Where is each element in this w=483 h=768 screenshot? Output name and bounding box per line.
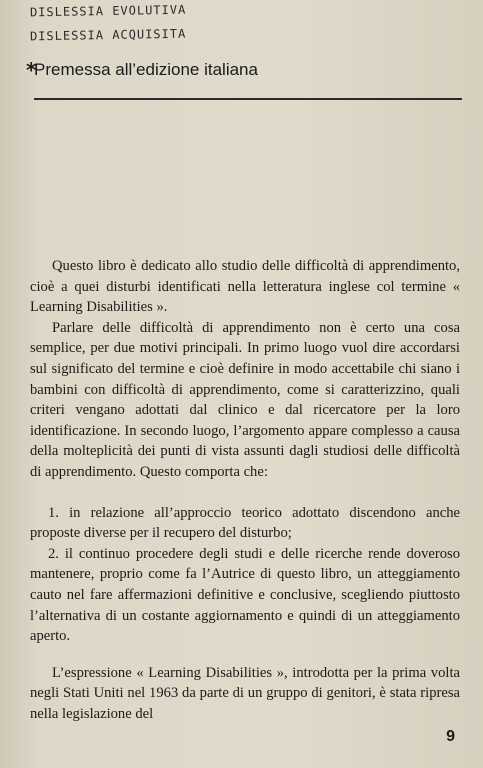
handwritten-note-1: DISLESSIA EVOLUTIVA <box>29 2 187 20</box>
page-title: Premessa all’edizione italiana <box>34 60 258 79</box>
paragraph-3: L’espressione « Learning Disabilities », introdotta per la prima volta negli Stati Uniti nel 1963 da parte di un gruppo di genitori, è stata ripresa nella legislazione del <box>30 664 460 722</box>
paragraph-2: Parlare delle difficoltà di apprendimento non è certo una cosa semplice, per due motivi principali. In primo luogo vuol dire accordarsi sul significato del termine e cioè definire in modo accettabile chi siano i bambini con difficoltà di apprendimento, come si caratterizzino, quali criteri vengano adottati dal clinico e dal ricercatore per la loro identificazione. In secondo luogo, l’argomento appare complesso a causa della molteplicità dei punti di vista assunti dagli studiosi delle difficoltà di apprendimento. Questo comporta che: <box>30 319 460 480</box>
page-number: 9 <box>446 728 455 745</box>
list-item-1: 1. in relazione all’approccio teorico adottato discendono anche proposte diverse per il recupero del disturbo; <box>30 504 460 542</box>
paragraph-1: Questo libro è dedicato allo studio delle difficoltà di apprendimento, cioè a quei disturbi identificati nella letteratura inglese col termine « Learning Disabilities ». <box>30 258 460 316</box>
list-item-2: 2. il continuo procedere degli studi e delle ricerche rende doveroso mantenere, proprio come fa l’Autrice di questo libro, un atteggiamento cauto nel fare affermazioni definitive e conclusive, scegliendo piuttosto l’alternativa di un costante aggiornamento e quindi di un atteggiamento aperto. <box>30 545 460 645</box>
title-rule <box>34 98 462 100</box>
numbered-list <box>30 503 460 647</box>
body-text <box>30 256 460 724</box>
handwritten-note-2: DISLESSIA ACQUISITA <box>29 26 187 44</box>
handwritten-star-mark: * <box>26 58 37 82</box>
